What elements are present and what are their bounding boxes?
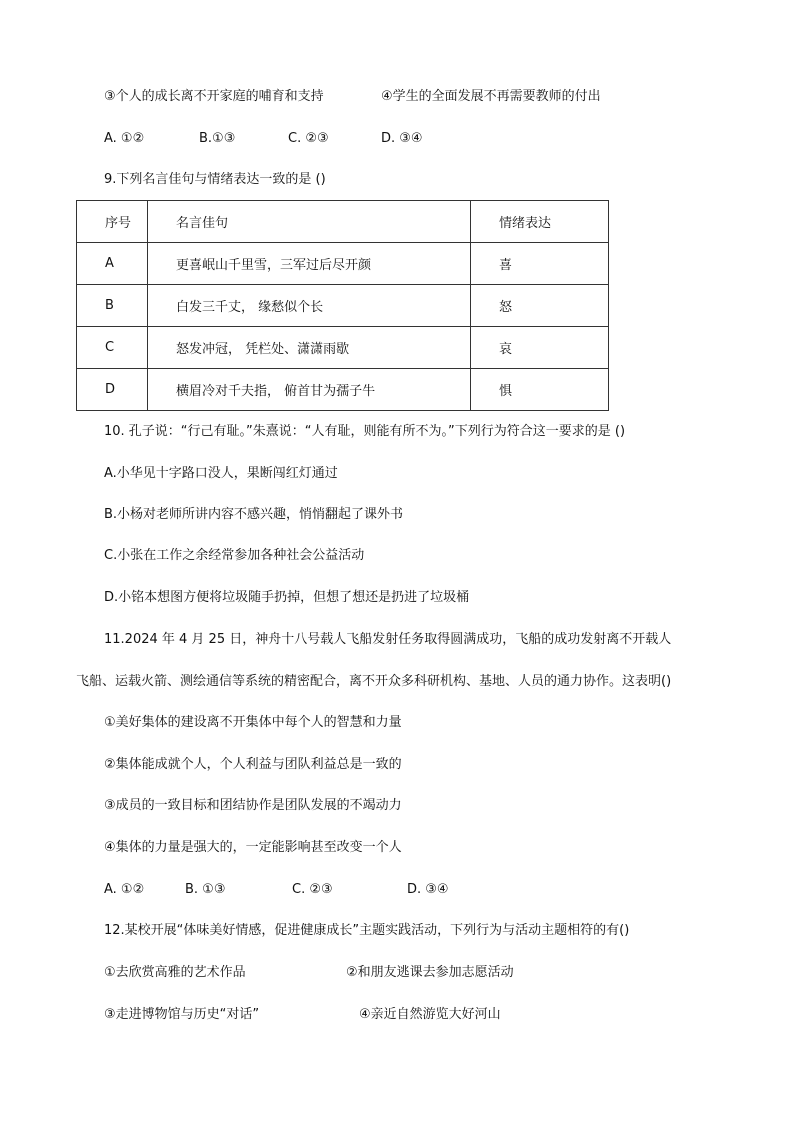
q11-option-a: A. ①② xyxy=(104,882,145,897)
q12-statement-4: ④亲近自然游览大好河山 xyxy=(359,1007,501,1022)
header-emotion: 情绪表达 xyxy=(471,201,609,243)
q8-option-c: C. ②③ xyxy=(288,131,329,146)
q12-statement-3: ③走进博物馆与历史“对话” xyxy=(104,1007,260,1022)
q10-option-c: C.小张在工作之余经常参加各种社会公益活动 xyxy=(104,548,365,563)
table-row xyxy=(77,369,609,411)
q8-statement-4: ④学生的全面发展不再需要教师的付出 xyxy=(381,89,601,104)
row-emotion: 怒 xyxy=(471,285,609,327)
row-emotion: 惧 xyxy=(471,369,609,411)
q8-statement-3: ③个人的成长离不开家庭的哺育和支持 xyxy=(104,89,324,104)
q10-option-a: A.小华见十字路口没人，果断闯红灯通过 xyxy=(104,466,338,481)
q11-option-d: D. ③④ xyxy=(407,882,449,897)
table-row xyxy=(77,243,609,285)
header-quote: 名言佳句 xyxy=(148,201,471,243)
table-row xyxy=(77,327,609,369)
q11-option-b: B. ①③ xyxy=(185,882,226,897)
row-index: C xyxy=(77,327,148,369)
q11-statement-3: ③成员的一致目标和团结协作是团队发展的不竭动力 xyxy=(104,798,402,813)
q11-option-c: C. ②③ xyxy=(292,882,333,897)
q10-option-d: D.小铭本想图方便将垃圾随手扔掉，但想了想还是扔进了垃圾桶 xyxy=(104,590,470,605)
q12-stem: 12.某校开展“体味美好情感，促进健康成长”主题实践活动，下列行为与活动主题相符的有() xyxy=(104,923,630,938)
q11-statement-2: ②集体能成就个人，个人利益与团队利益总是一致的 xyxy=(104,757,402,772)
q8-option-a: A. ①② xyxy=(104,131,145,146)
q8-option-b: B.①③ xyxy=(199,131,236,146)
q12-statement-1: ①去欣赏高雅的艺术作品 xyxy=(104,965,246,980)
table-row xyxy=(77,285,609,327)
row-quote: 白发三千丈， 缘愁似个长 xyxy=(148,285,471,327)
row-quote: 更喜岷山千里雪，三军过后尽开颜 xyxy=(148,243,471,285)
q12-statement-2: ②和朋友逃课去参加志愿活动 xyxy=(346,965,514,980)
row-index: D xyxy=(77,369,148,411)
q11-statement-1: ①美好集体的建设离不开集体中每个人的智慧和力量 xyxy=(104,715,402,730)
row-emotion: 喜 xyxy=(471,243,609,285)
q8-option-d: D. ③④ xyxy=(381,131,423,146)
table-header-row xyxy=(77,201,609,243)
q10-stem: 10. 孔子说：“行己有耻。”朱熹说：“人有耻，则能有所不为。”下列行为符合这一要求的是 () xyxy=(104,424,626,439)
q11-stem-line-2: 飞船、运载火箭、测绘通信等系统的精密配合，离不开众多科研机构、基地、人员的通力协作。这表明() xyxy=(76,674,672,689)
row-quote: 横眉冷对千夫指， 俯首甘为孺子牛 xyxy=(148,369,471,411)
q11-statement-4: ④集体的力量是强大的，一定能影响甚至改变一个人 xyxy=(104,840,402,855)
row-index: B xyxy=(77,285,148,327)
row-quote: 怒发冲冠， 凭栏处、潇潇雨歇 xyxy=(148,327,471,369)
q10-option-b: B.小杨对老师所讲内容不感兴趣，悄悄翻起了课外书 xyxy=(104,507,404,522)
row-index: A xyxy=(77,243,148,285)
q9-stem: 9.下列名言佳句与情绪表达一致的是 () xyxy=(104,172,326,187)
header-index: 序号 xyxy=(77,201,148,243)
row-emotion: 哀 xyxy=(471,327,609,369)
quote-emotion-table xyxy=(76,200,609,411)
q11-stem-line-1: 11.2024 年 4 月 25 日，神舟十八号载人飞船发射任务取得圆满成功，飞船的成功发射离不开载人 xyxy=(104,632,672,647)
